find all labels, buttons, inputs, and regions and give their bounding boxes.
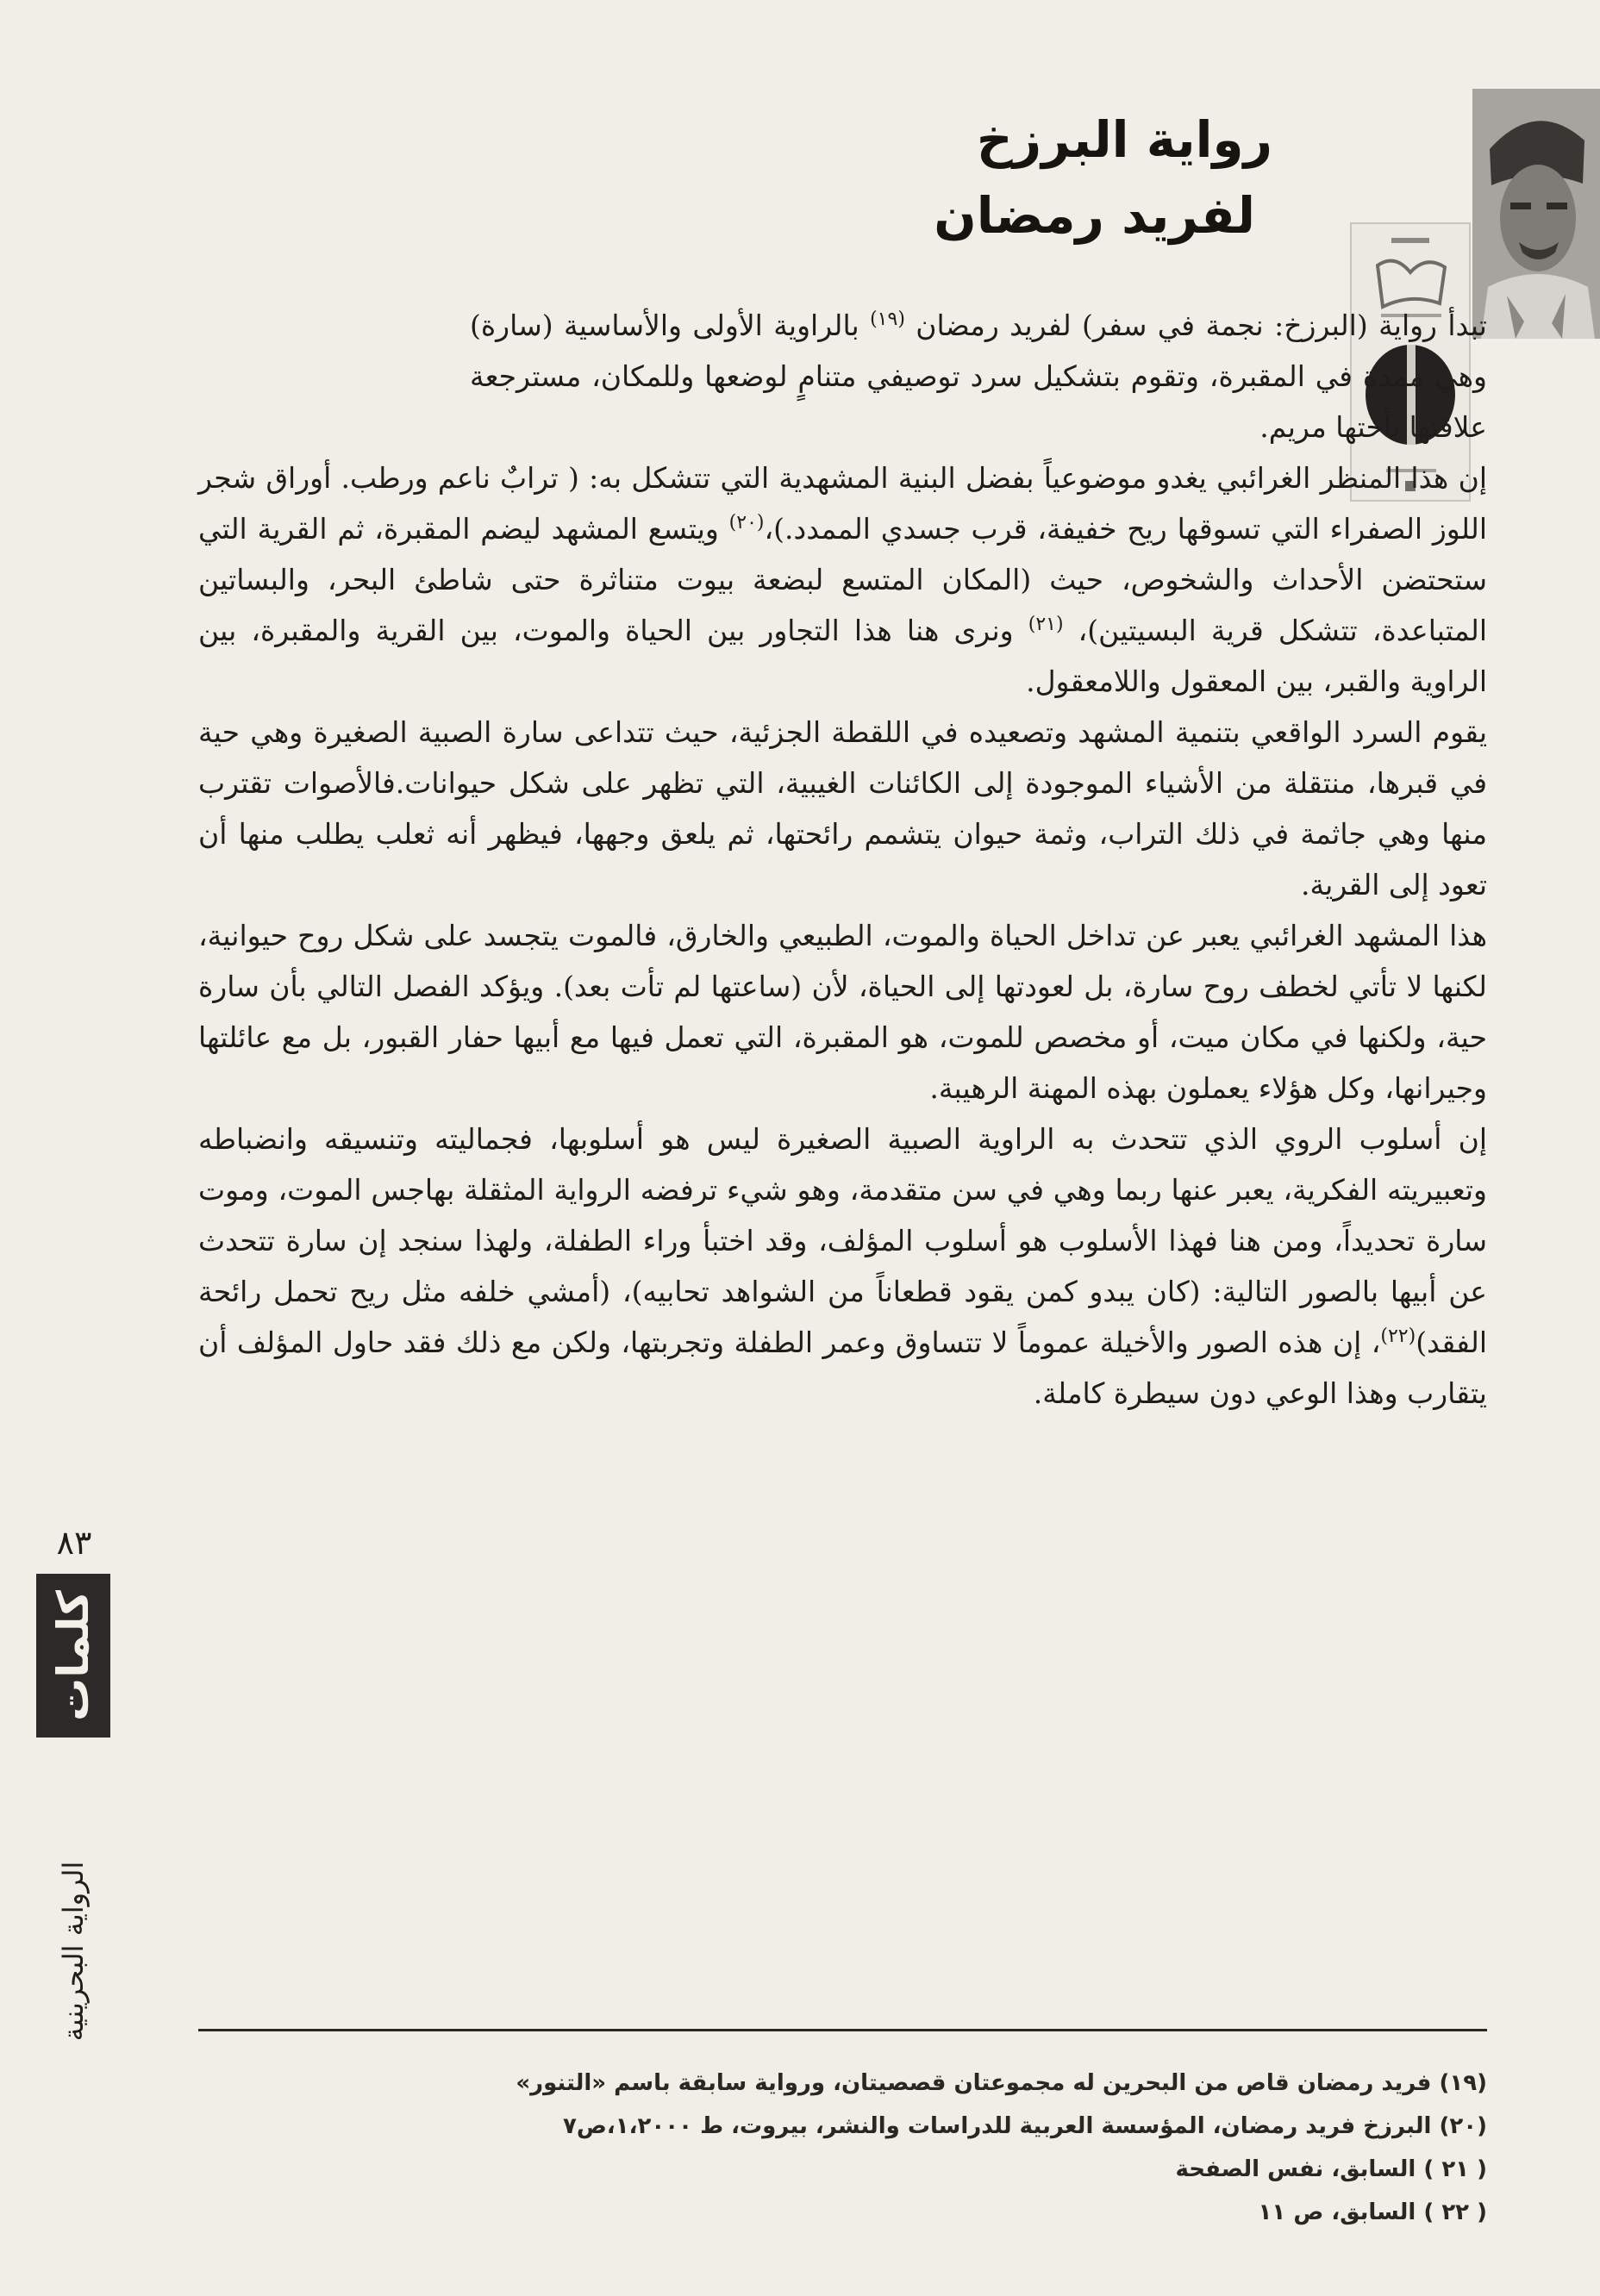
footnote-20: (٢٠) البرزخ فريد رمضان، المؤسسة العربية للدراسات والنشر، بيروت، ط ١،٢٠٠٠،ص٧	[563, 2113, 1487, 2139]
paragraph-4	[198, 1114, 1487, 1419]
magazine-tab	[36, 1574, 110, 1738]
paragraph-1	[198, 452, 1487, 707]
author-photo	[1472, 89, 1600, 339]
footnote-ref-21: (٢١)	[1028, 614, 1064, 635]
p1-text-2: ويتسع المشهد ليضم المقبرة، ثم القرية التي ستحتضن الأحداث والشخوص، حيث (المكان المتسع لبضعة بيوت متناثرة حتى شاطئ البحر، والبساتين المتباعدة، تتشكل قرية البسيتين)،	[198, 512, 1487, 647]
title-line-1: رواية البرزخ	[976, 110, 1272, 169]
magazine-name: كلمات	[48, 1589, 98, 1722]
intro-paragraph	[470, 300, 1487, 452]
footnote-19: (١٩) فريد رمضان قاص من البحرين له مجموعتان قصصيتان، ورواية سابقة باسم «التنور»	[516, 2070, 1487, 2096]
p4-text-1: إن أسلوب الروي الذي تتحدث به الراوية الصبية الصغيرة ليس هو أسلوبها، فجماليته وتنسيقه وانضباطه وتعبيريته الفكرية، يعبر عنها ربما وهي في سن متقدمة، وهو شيء ترفضه الرواية المثقلة بهاجس الموت، وموت سارة تحديداً، ومن هنا فهذا الأسلوب هو أسلوب المؤلف، وقد اختبأ وراء الطفلة، ولهذا سنجد إن سارة تتحدث عن أبيها بالصور التالية: (كان يبدو كمن يقود قطعاناً من الشواهد تحابيه)، (أمشي خلفه مثل ريح تحمل رائحة الفقد)	[198, 1122, 1487, 1359]
footnote-22: ( ٢٢ ) السابق، ص ١١	[1258, 2199, 1487, 2225]
title-line-2: لفريد رمضان	[934, 186, 1255, 245]
p1-text-3: ونرى هنا هذا التجاور بين الحياة والموت، بين القرية والمقبرة، بين الراوية والقبر، بين المعقول واللامعقول.	[198, 614, 1487, 698]
p3-text: هذا المشهد الغرائبي يعبر عن تداخل الحياة والموت، الطبيعي والخارق، فالموت يتجسد على شكل روح حيوانية، لكنها لا تأتي لخطف روح سارة، بل لعودتها إلى الحياة، لأن (ساعتها لم تأت بعد). ويؤكد الفصل التالي بأن سارة حية، ولكنها في مكان ميت، أو مخصص للموت، هو المقبرة، التي تعمل فيها مع أبيها حفار القبور، بل مع عائلتها وجيرانها، وكل هؤلاء يعملون بهذه المهنة الرهيبة.	[198, 919, 1487, 1105]
intro-text-1: تبدأ رواية (البرزخ: نجمة في سفر) لفريد رمضان	[904, 309, 1487, 342]
p1-text-1: إن هذا المنظر الغرائبي يغدو موضوعياً بفضل البنية المشهدية التي تتشكل به: ( ترابٌ ناعم ورطب. أوراق شجر اللوز الصفراء التي تسوقها ريح خفيفة، قرب جسدي الممدد.)،	[198, 461, 1487, 546]
article-title	[669, 102, 1272, 253]
footnote-ref-19: (١٩)	[870, 309, 905, 330]
paragraph-2	[198, 707, 1487, 910]
footnote-21: ( ٢١ ) السابق، نفس الصفحة	[1175, 2156, 1487, 2182]
footnote-divider	[198, 2029, 1487, 2031]
footnote-ref-22: (٢٢)	[1380, 1326, 1416, 1347]
paragraph-3	[198, 910, 1487, 1114]
section-subtitle: الرواية البحرينية	[57, 1861, 90, 2042]
p2-text: يقوم السرد الواقعي بتنمية المشهد وتصعيده في اللقطة الجزئية، حيث تتداعى سارة الصبية الصغيرة وهي حية في قبرها، منتقلة من الأشياء الموجودة إلى الكائنات الغيبية، التي تظهر على شكل حيوانات.فالأصوات تقترب منها وهي جاثمة في ذلك التراب، وثمة حيوان يتشمم رائحتها، ثم يلعق وجهها، فيظهر أنه ثعلب يطلب منها أن تعود إلى القرية.	[198, 715, 1487, 902]
intro-text-2: بالراوية الأولى والأساسية (سارة) وهي ممدة في المقبرة، وتقوم بتشكيل سرد توصيفي متنامٍ لوضعها وللمكان، مسترجعة علاقتها بأختها مريم.	[470, 309, 1487, 444]
article-body	[198, 300, 1487, 1419]
page-number: ٨٣	[56, 1524, 92, 1562]
footnote-ref-20: (٢٠)	[728, 512, 765, 533]
p4-text-2: ، إن هذه الصور والأخيلة عموماً لا تتساوق وعمر الطفلة وتجربتها، ولكن مع ذلك فقد حاول المؤلف أن يتقارب وهذا الوعي دون سيطرة كاملة.	[198, 1326, 1487, 1410]
footnotes	[198, 2062, 1487, 2234]
